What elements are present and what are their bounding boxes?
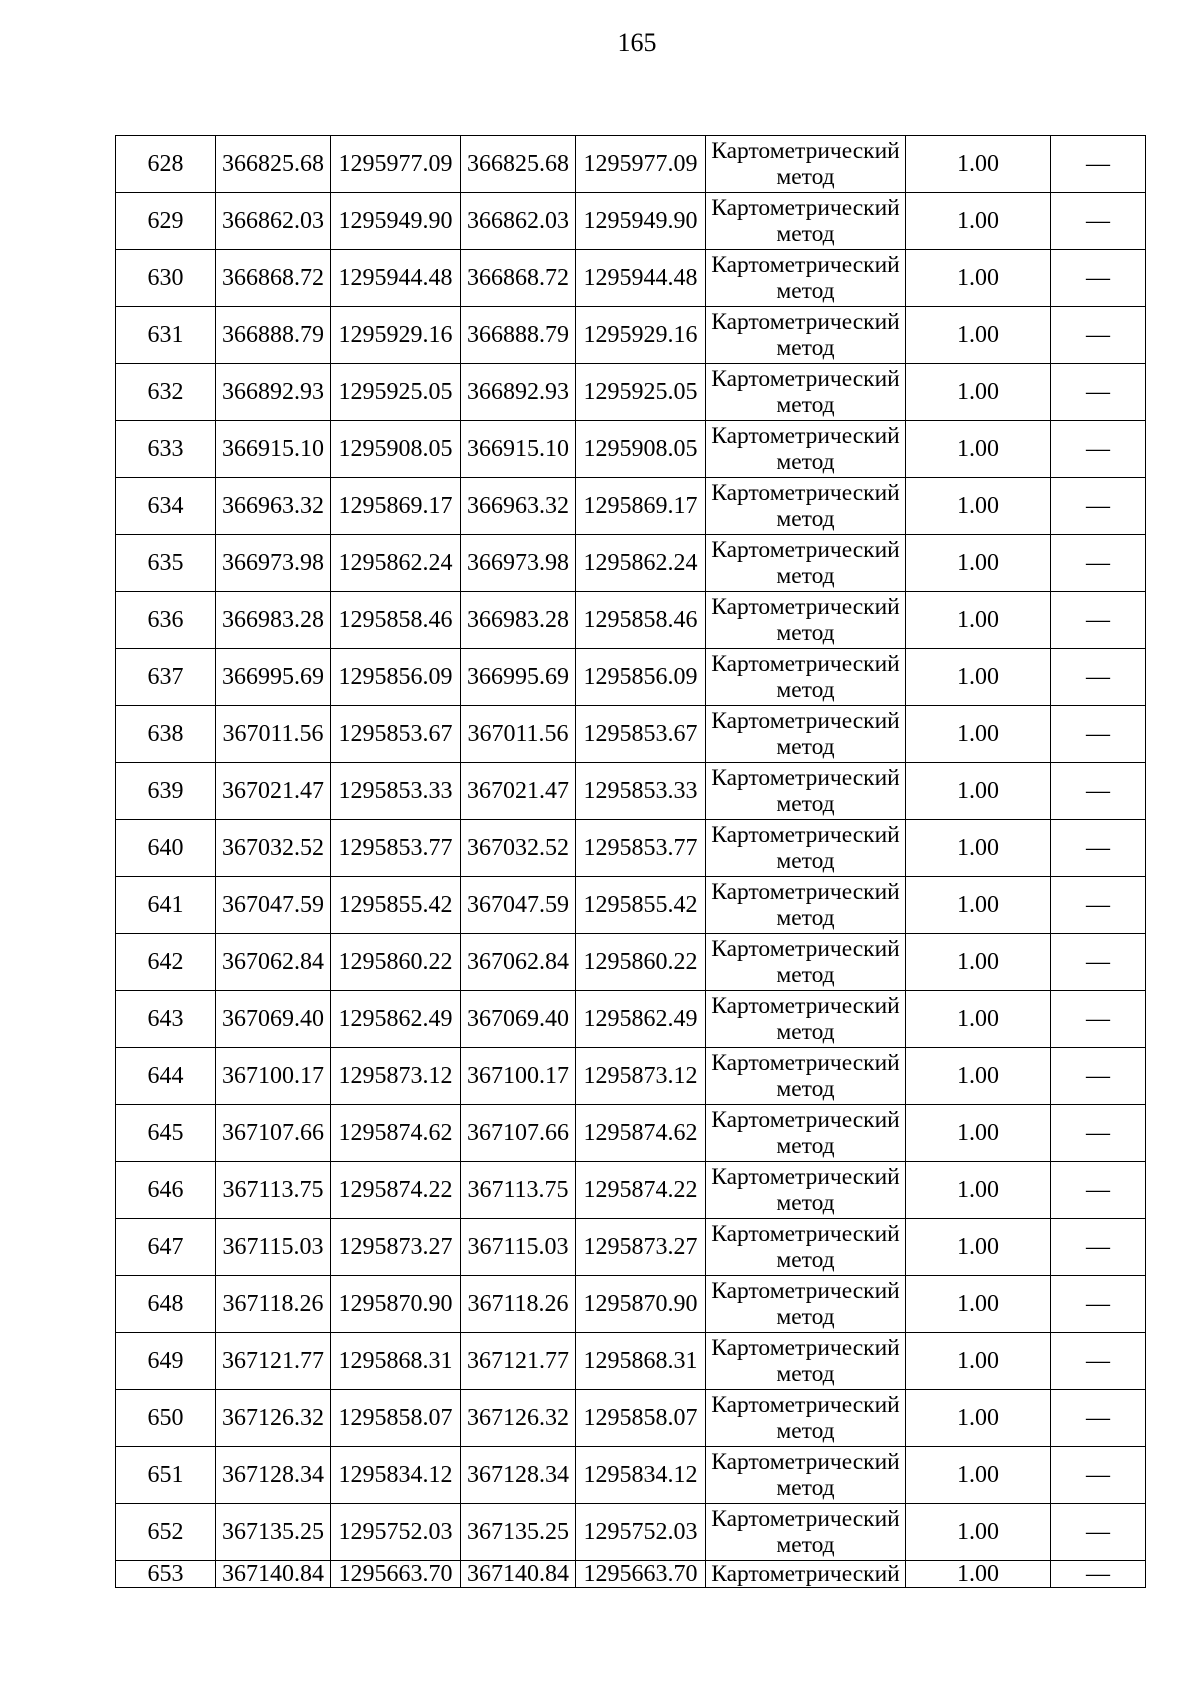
y-coordinate-refined-cell: 1295860.22 (576, 934, 706, 991)
x-coordinate-refined-cell: 367126.32 (461, 1390, 576, 1447)
table-row (116, 820, 1146, 877)
x-coordinate-refined-cell: 366868.72 (461, 250, 576, 307)
y-coordinate-cell: 1295873.27 (331, 1219, 461, 1276)
table-row (116, 364, 1146, 421)
x-coordinate-cell: 367140.84 (216, 1561, 331, 1588)
table-row (116, 649, 1146, 706)
y-coordinate-cell: 1295870.90 (331, 1276, 461, 1333)
page-number: 165 (617, 28, 657, 57)
point-number-cell: 629 (116, 193, 216, 250)
x-coordinate-cell: 367011.56 (216, 706, 331, 763)
y-coordinate-cell: 1295868.31 (331, 1333, 461, 1390)
accuracy-cell: 1.00 (906, 1333, 1051, 1390)
method-text-line: метод (776, 1190, 835, 1216)
y-coordinate-refined-cell: 1295869.17 (576, 478, 706, 535)
method-text-line: Картометрический (711, 1335, 900, 1361)
point-number-cell: 630 (116, 250, 216, 307)
method-cell (706, 991, 906, 1048)
method-text-line: метод (776, 563, 835, 589)
table-row (116, 250, 1146, 307)
x-coordinate-refined-cell: 367032.52 (461, 820, 576, 877)
table-row (116, 1561, 1146, 1588)
method-text-line: Картометрический (711, 765, 900, 791)
accuracy-cell: 1.00 (906, 478, 1051, 535)
x-coordinate-refined-cell: 367135.25 (461, 1504, 576, 1561)
x-coordinate-refined-cell: 367115.03 (461, 1219, 576, 1276)
method-cell (706, 934, 906, 991)
description-cell: — (1051, 421, 1146, 478)
accuracy-cell: 1.00 (906, 421, 1051, 478)
x-coordinate-refined-cell: 367140.84 (461, 1561, 576, 1588)
method-cell (706, 307, 906, 364)
table-row (116, 877, 1146, 934)
method-text-line: Картометрический (711, 1107, 900, 1133)
x-coordinate-refined-cell: 367121.77 (461, 1333, 576, 1390)
method-text-line: метод (776, 1076, 835, 1102)
method-cell (706, 478, 906, 535)
description-cell: — (1051, 763, 1146, 820)
accuracy-cell: 1.00 (906, 1105, 1051, 1162)
method-text-line: Картометрический (711, 708, 900, 734)
accuracy-cell: 1.00 (906, 364, 1051, 421)
y-coordinate-refined-cell: 1295977.09 (576, 136, 706, 193)
x-coordinate-cell: 367113.75 (216, 1162, 331, 1219)
y-coordinate-cell: 1295858.46 (331, 592, 461, 649)
x-coordinate-refined-cell: 367062.84 (461, 934, 576, 991)
point-number-cell: 653 (116, 1561, 216, 1588)
y-coordinate-cell: 1295874.22 (331, 1162, 461, 1219)
method-text-line: Картометрический (711, 1449, 900, 1475)
table-row (116, 763, 1146, 820)
method-text-line: Картометрический (711, 480, 900, 506)
description-cell: — (1051, 1561, 1146, 1588)
y-coordinate-cell: 1295752.03 (331, 1504, 461, 1561)
table-row (116, 1219, 1146, 1276)
method-text-line: Картометрический (711, 195, 900, 221)
x-coordinate-cell: 366868.72 (216, 250, 331, 307)
point-number-cell: 628 (116, 136, 216, 193)
table-row (116, 706, 1146, 763)
table-row (116, 1162, 1146, 1219)
x-coordinate-refined-cell: 366983.28 (461, 592, 576, 649)
description-cell: — (1051, 1162, 1146, 1219)
method-text-line: метод (776, 1475, 835, 1501)
accuracy-cell: 1.00 (906, 1447, 1051, 1504)
description-cell: — (1051, 250, 1146, 307)
y-coordinate-cell: 1295908.05 (331, 421, 461, 478)
table-row (116, 592, 1146, 649)
coordinates-table (115, 135, 1146, 1588)
table-row (116, 1390, 1146, 1447)
y-coordinate-cell: 1295977.09 (331, 136, 461, 193)
y-coordinate-cell: 1295853.33 (331, 763, 461, 820)
y-coordinate-refined-cell: 1295663.70 (576, 1561, 706, 1588)
method-text-line: Картометрический (711, 1221, 900, 1247)
description-cell: — (1051, 1219, 1146, 1276)
y-coordinate-cell: 1295874.62 (331, 1105, 461, 1162)
method-text-line: Картометрический (711, 366, 900, 392)
x-coordinate-cell: 367069.40 (216, 991, 331, 1048)
method-text-line: метод (776, 791, 835, 817)
y-coordinate-refined-cell: 1295873.12 (576, 1048, 706, 1105)
method-text-line: Картометрический (711, 1164, 900, 1190)
description-cell: — (1051, 307, 1146, 364)
accuracy-cell: 1.00 (906, 307, 1051, 364)
method-text-line: метод (776, 1304, 835, 1330)
x-coordinate-refined-cell: 367128.34 (461, 1447, 576, 1504)
table-row (116, 136, 1146, 193)
table-row (116, 478, 1146, 535)
y-coordinate-refined-cell: 1295853.77 (576, 820, 706, 877)
description-cell: — (1051, 877, 1146, 934)
table-row (116, 193, 1146, 250)
point-number-cell: 634 (116, 478, 216, 535)
method-text-line: Картометрический (711, 309, 900, 335)
method-text-line: Картометрический (711, 1050, 900, 1076)
y-coordinate-cell: 1295862.24 (331, 535, 461, 592)
point-number-cell: 631 (116, 307, 216, 364)
description-cell: — (1051, 136, 1146, 193)
description-cell: — (1051, 1276, 1146, 1333)
accuracy-cell: 1.00 (906, 1504, 1051, 1561)
method-cell (706, 877, 906, 934)
x-coordinate-cell: 367047.59 (216, 877, 331, 934)
accuracy-cell: 1.00 (906, 820, 1051, 877)
method-text-line: метод (776, 905, 835, 931)
point-number-cell: 648 (116, 1276, 216, 1333)
method-cell (706, 250, 906, 307)
x-coordinate-cell: 366862.03 (216, 193, 331, 250)
description-cell: — (1051, 1447, 1146, 1504)
accuracy-cell: 1.00 (906, 706, 1051, 763)
x-coordinate-refined-cell: 366995.69 (461, 649, 576, 706)
method-cell (706, 649, 906, 706)
method-text-line: метод (776, 962, 835, 988)
y-coordinate-refined-cell: 1295868.31 (576, 1333, 706, 1390)
x-coordinate-refined-cell: 366892.93 (461, 364, 576, 421)
description-cell: — (1051, 1390, 1146, 1447)
x-coordinate-refined-cell: 366888.79 (461, 307, 576, 364)
y-coordinate-cell: 1295856.09 (331, 649, 461, 706)
y-coordinate-cell: 1295853.77 (331, 820, 461, 877)
x-coordinate-refined-cell: 367107.66 (461, 1105, 576, 1162)
method-cell (706, 1276, 906, 1333)
method-text-line: метод (776, 164, 835, 190)
method-cell (706, 1390, 906, 1447)
method-cell (706, 421, 906, 478)
method-cell (706, 592, 906, 649)
x-coordinate-refined-cell: 366825.68 (461, 136, 576, 193)
y-coordinate-cell: 1295949.90 (331, 193, 461, 250)
point-number-cell: 647 (116, 1219, 216, 1276)
x-coordinate-cell: 367115.03 (216, 1219, 331, 1276)
accuracy-cell: 1.00 (906, 193, 1051, 250)
y-coordinate-refined-cell: 1295858.46 (576, 592, 706, 649)
y-coordinate-refined-cell: 1295862.24 (576, 535, 706, 592)
method-text-line: метод (776, 335, 835, 361)
x-coordinate-refined-cell: 367021.47 (461, 763, 576, 820)
y-coordinate-refined-cell: 1295752.03 (576, 1504, 706, 1561)
accuracy-cell: 1.00 (906, 1276, 1051, 1333)
method-text-line: Картометрический (711, 1278, 900, 1304)
x-coordinate-cell: 366915.10 (216, 421, 331, 478)
accuracy-cell: 1.00 (906, 535, 1051, 592)
x-coordinate-cell: 366825.68 (216, 136, 331, 193)
y-coordinate-cell: 1295663.70 (331, 1561, 461, 1588)
point-number-cell: 643 (116, 991, 216, 1048)
y-coordinate-cell: 1295869.17 (331, 478, 461, 535)
accuracy-cell: 1.00 (906, 1219, 1051, 1276)
method-cell (706, 1561, 906, 1588)
x-coordinate-refined-cell: 367047.59 (461, 877, 576, 934)
y-coordinate-refined-cell: 1295925.05 (576, 364, 706, 421)
method-text-line: Картометрический (711, 537, 900, 563)
method-text-line: Картометрический (711, 1392, 900, 1418)
x-coordinate-cell: 366983.28 (216, 592, 331, 649)
point-number-cell: 646 (116, 1162, 216, 1219)
point-number-cell: 652 (116, 1504, 216, 1561)
method-text-line: метод (776, 677, 835, 703)
method-cell (706, 193, 906, 250)
x-coordinate-refined-cell: 367100.17 (461, 1048, 576, 1105)
point-number-cell: 633 (116, 421, 216, 478)
point-number-cell: 638 (116, 706, 216, 763)
description-cell: — (1051, 1333, 1146, 1390)
description-cell: — (1051, 934, 1146, 991)
method-cell (706, 1048, 906, 1105)
point-number-cell: 635 (116, 535, 216, 592)
x-coordinate-refined-cell: 367113.75 (461, 1162, 576, 1219)
table-row (116, 1105, 1146, 1162)
point-number-cell: 644 (116, 1048, 216, 1105)
accuracy-cell: 1.00 (906, 934, 1051, 991)
description-cell: — (1051, 478, 1146, 535)
method-cell (706, 364, 906, 421)
method-text-line: Картометрический (711, 879, 900, 905)
accuracy-cell: 1.00 (906, 250, 1051, 307)
y-coordinate-refined-cell: 1295874.22 (576, 1162, 706, 1219)
x-coordinate-refined-cell: 366915.10 (461, 421, 576, 478)
x-coordinate-refined-cell: 367011.56 (461, 706, 576, 763)
y-coordinate-cell: 1295873.12 (331, 1048, 461, 1105)
x-coordinate-cell: 367062.84 (216, 934, 331, 991)
x-coordinate-cell: 367135.25 (216, 1504, 331, 1561)
description-cell: — (1051, 991, 1146, 1048)
y-coordinate-refined-cell: 1295870.90 (576, 1276, 706, 1333)
method-text-line: Картометрический (711, 651, 900, 677)
table-row (116, 1276, 1146, 1333)
y-coordinate-cell: 1295925.05 (331, 364, 461, 421)
x-coordinate-cell: 366973.98 (216, 535, 331, 592)
method-text-line: Картометрический (711, 252, 900, 278)
description-cell: — (1051, 592, 1146, 649)
table-row (116, 991, 1146, 1048)
y-coordinate-refined-cell: 1295944.48 (576, 250, 706, 307)
x-coordinate-cell: 366963.32 (216, 478, 331, 535)
x-coordinate-cell: 367128.34 (216, 1447, 331, 1504)
method-text-line: Картометрический (711, 594, 900, 620)
method-cell (706, 1504, 906, 1561)
y-coordinate-cell: 1295929.16 (331, 307, 461, 364)
description-cell: — (1051, 1504, 1146, 1561)
method-cell (706, 136, 906, 193)
method-text-line: метод (776, 506, 835, 532)
description-cell: — (1051, 706, 1146, 763)
y-coordinate-refined-cell: 1295834.12 (576, 1447, 706, 1504)
description-cell: — (1051, 364, 1146, 421)
x-coordinate-refined-cell: 367069.40 (461, 991, 576, 1048)
x-coordinate-refined-cell: 367118.26 (461, 1276, 576, 1333)
method-cell (706, 820, 906, 877)
table-row (116, 1048, 1146, 1105)
method-text-line: метод (776, 1361, 835, 1387)
table-row (116, 1504, 1146, 1561)
accuracy-cell: 1.00 (906, 592, 1051, 649)
y-coordinate-refined-cell: 1295874.62 (576, 1105, 706, 1162)
point-number-cell: 640 (116, 820, 216, 877)
point-number-cell: 642 (116, 934, 216, 991)
point-number-cell: 651 (116, 1447, 216, 1504)
x-coordinate-cell: 367107.66 (216, 1105, 331, 1162)
x-coordinate-cell: 366995.69 (216, 649, 331, 706)
x-coordinate-refined-cell: 366963.32 (461, 478, 576, 535)
y-coordinate-cell: 1295860.22 (331, 934, 461, 991)
x-coordinate-cell: 367118.26 (216, 1276, 331, 1333)
method-cell (706, 1219, 906, 1276)
x-coordinate-cell: 367032.52 (216, 820, 331, 877)
method-text-line: Картометрический (711, 1506, 900, 1532)
point-number-cell: 632 (116, 364, 216, 421)
y-coordinate-refined-cell: 1295949.90 (576, 193, 706, 250)
y-coordinate-refined-cell: 1295853.67 (576, 706, 706, 763)
accuracy-cell: 1.00 (906, 1390, 1051, 1447)
method-cell (706, 763, 906, 820)
y-coordinate-refined-cell: 1295853.33 (576, 763, 706, 820)
accuracy-cell: 1.00 (906, 877, 1051, 934)
x-coordinate-refined-cell: 366973.98 (461, 535, 576, 592)
method-text-line: Картометрический (711, 993, 900, 1019)
method-text-line: метод (776, 278, 835, 304)
y-coordinate-refined-cell: 1295862.49 (576, 991, 706, 1048)
x-coordinate-cell: 367121.77 (216, 1333, 331, 1390)
method-text-line: метод (776, 1418, 835, 1444)
y-coordinate-refined-cell: 1295858.07 (576, 1390, 706, 1447)
method-cell (706, 706, 906, 763)
accuracy-cell: 1.00 (906, 136, 1051, 193)
method-cell (706, 1447, 906, 1504)
method-cell (706, 1333, 906, 1390)
table-row (116, 421, 1146, 478)
y-coordinate-cell: 1295834.12 (331, 1447, 461, 1504)
y-coordinate-cell: 1295944.48 (331, 250, 461, 307)
table-row (116, 1447, 1146, 1504)
y-coordinate-cell: 1295855.42 (331, 877, 461, 934)
description-cell: — (1051, 649, 1146, 706)
accuracy-cell: 1.00 (906, 991, 1051, 1048)
x-coordinate-cell: 366892.93 (216, 364, 331, 421)
point-number-cell: 639 (116, 763, 216, 820)
method-text-line: метод (776, 1133, 835, 1159)
accuracy-cell: 1.00 (906, 1162, 1051, 1219)
accuracy-cell: 1.00 (906, 649, 1051, 706)
method-text-line: метод (776, 449, 835, 475)
point-number-cell: 636 (116, 592, 216, 649)
table-row (116, 535, 1146, 592)
point-number-cell: 641 (116, 877, 216, 934)
method-text-line: метод (776, 734, 835, 760)
x-coordinate-cell: 366888.79 (216, 307, 331, 364)
y-coordinate-refined-cell: 1295873.27 (576, 1219, 706, 1276)
description-cell: — (1051, 1105, 1146, 1162)
method-text-line: метод (776, 392, 835, 418)
method-text-line: Картометрический (711, 936, 900, 962)
description-cell: — (1051, 193, 1146, 250)
y-coordinate-cell: 1295853.67 (331, 706, 461, 763)
accuracy-cell: 1.00 (906, 1048, 1051, 1105)
method-text-line: Картометрический (711, 138, 900, 164)
method-text-line: метод (776, 1247, 835, 1273)
method-text-line: Картометрический (711, 423, 900, 449)
method-cell (706, 535, 906, 592)
y-coordinate-cell: 1295862.49 (331, 991, 461, 1048)
coordinates-table-body (116, 136, 1146, 1588)
method-text-line: метод (776, 848, 835, 874)
method-text-line: метод (776, 620, 835, 646)
accuracy-cell: 1.00 (906, 1561, 1051, 1588)
method-text-line: метод (776, 221, 835, 247)
y-coordinate-refined-cell: 1295856.09 (576, 649, 706, 706)
y-coordinate-cell: 1295858.07 (331, 1390, 461, 1447)
point-number-cell: 637 (116, 649, 216, 706)
x-coordinate-cell: 367100.17 (216, 1048, 331, 1105)
x-coordinate-refined-cell: 366862.03 (461, 193, 576, 250)
description-cell: — (1051, 820, 1146, 877)
description-cell: — (1051, 535, 1146, 592)
method-text-line: Картометрический (711, 1560, 900, 1587)
y-coordinate-refined-cell: 1295908.05 (576, 421, 706, 478)
method-text-line: метод (776, 1532, 835, 1558)
point-number-cell: 645 (116, 1105, 216, 1162)
y-coordinate-refined-cell: 1295855.42 (576, 877, 706, 934)
description-cell: — (1051, 1048, 1146, 1105)
method-text-line: Картометрический (711, 822, 900, 848)
accuracy-cell: 1.00 (906, 763, 1051, 820)
point-number-cell: 650 (116, 1390, 216, 1447)
x-coordinate-cell: 367021.47 (216, 763, 331, 820)
method-cell (706, 1105, 906, 1162)
method-cell (706, 1162, 906, 1219)
point-number-cell: 649 (116, 1333, 216, 1390)
table-row (116, 1333, 1146, 1390)
x-coordinate-cell: 367126.32 (216, 1390, 331, 1447)
table-row (116, 307, 1146, 364)
method-text-line: метод (776, 1019, 835, 1045)
table-row (116, 934, 1146, 991)
y-coordinate-refined-cell: 1295929.16 (576, 307, 706, 364)
